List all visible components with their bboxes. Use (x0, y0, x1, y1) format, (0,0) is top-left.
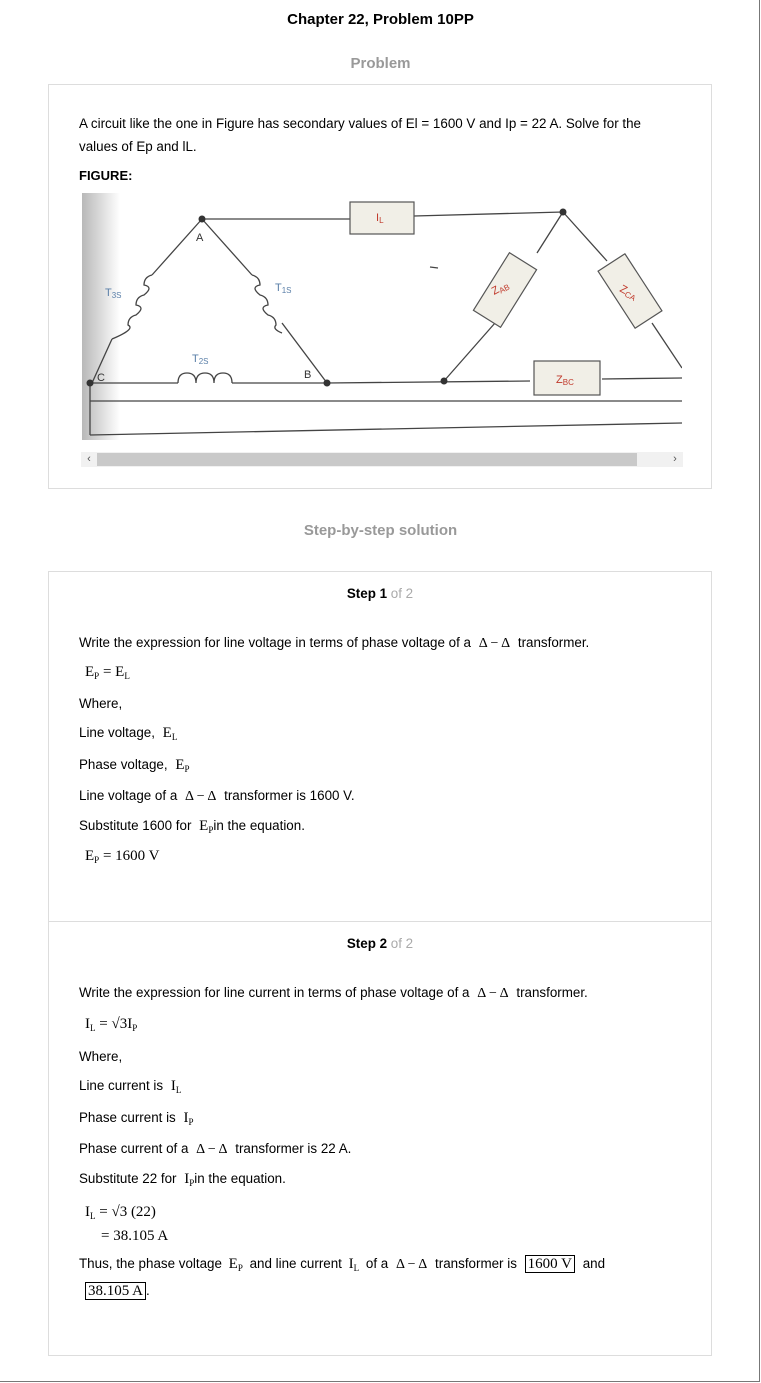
scroll-right-arrow-icon[interactable]: › (673, 453, 677, 465)
step1-equation: $E_P = E_L$ (85, 664, 130, 681)
node-b (324, 380, 331, 387)
node-c (87, 380, 94, 387)
step2-conclusion-line2: 38.105 A . (85, 1283, 150, 1300)
step2-calculation-result: = 38.105 A (101, 1228, 169, 1244)
step1-card (48, 571, 712, 922)
label-zbc: ZBC (556, 374, 574, 387)
scan-shadow (82, 193, 120, 440)
step2-card (48, 921, 712, 1356)
label-il: IL (376, 212, 384, 225)
label-node-c: C (97, 372, 105, 384)
step1-substitute: Substitute 1600 for $E_Pin$ the equation. (79, 818, 305, 835)
scroll-left-arrow-icon[interactable]: ‹ (87, 453, 91, 465)
circuit-diagram (82, 193, 682, 440)
step1-def-line-voltage: Line voltage, $E_L$ (79, 725, 178, 742)
step2-equation: $I_L = √3I_P$ (85, 1016, 138, 1033)
solution-heading: Step-by-step solution (303, 522, 458, 539)
label-t2s: T2S (192, 353, 209, 366)
circuit-figure (82, 193, 682, 440)
figure-label: FIGURE: (79, 168, 133, 183)
node-a (199, 216, 206, 223)
node-load-bottom (441, 378, 448, 385)
step1-given: Line voltage of a Δ − Δ transformer is 1600 V. (79, 788, 355, 804)
label-zca: ZCA (617, 283, 638, 303)
step2-where: Where, (79, 1049, 123, 1064)
step2-conclusion: Thus, the phase voltage $E_P$ and line current $I_L$ of a Δ − Δ transformer is 1600 V and (79, 1256, 606, 1273)
step2-def-line-current: Line current is $I_L$ (79, 1078, 182, 1095)
step2-calculation: $I_L = √3$ (22) (85, 1204, 156, 1221)
node-load-top (560, 209, 567, 216)
step2-given: Phase current of a Δ − Δ transformer is 22 A. (79, 1141, 352, 1157)
step1-def-phase-voltage: Phase voltage, $E_P$ (79, 757, 190, 774)
step1-where: Where, (79, 696, 123, 711)
step1-result: $E_P = 1600$ V (85, 848, 160, 865)
figure-scrollbar[interactable] (81, 452, 683, 467)
delta-delta-symbol: Δ − Δ (478, 636, 511, 651)
problem-text-line1: A circuit like the one in Figure has secondary values of El = 1600 V and Ip = 22 A. Solve for the (79, 116, 642, 131)
label-node-a: A (196, 232, 204, 244)
step1-intro: Write the expression for line voltage in terms of phase voltage of a Δ − Δ transformer. (79, 635, 590, 651)
label-t1s: T1S (275, 282, 292, 295)
label-zab: ZAB (489, 282, 512, 298)
scroll-thumb[interactable] (97, 453, 637, 466)
label-node-b: B (304, 369, 312, 381)
page-title: Chapter 22, Problem 10PP (287, 11, 474, 28)
step2-substitute: Substitute 22 for $I_Pin$ the equation. (79, 1171, 286, 1188)
problem-heading: Problem (350, 55, 411, 72)
step2-title: Step 2 of 2 (346, 936, 414, 951)
problem-card (48, 84, 712, 489)
label-t3s: T3S (105, 287, 122, 300)
step1-title: Step 1 of 2 (346, 586, 414, 601)
problem-text-line2: values of Ep and lL. (79, 139, 197, 154)
answer-line-current: 38.105 A (85, 1282, 146, 1300)
step2-def-phase-current: Phase current is $I_P$ (79, 1110, 194, 1127)
step2-intro: Write the expression for line current in terms of phase voltage of a Δ − Δ transformer. (79, 985, 588, 1001)
answer-phase-voltage: 1600 V (525, 1255, 575, 1273)
